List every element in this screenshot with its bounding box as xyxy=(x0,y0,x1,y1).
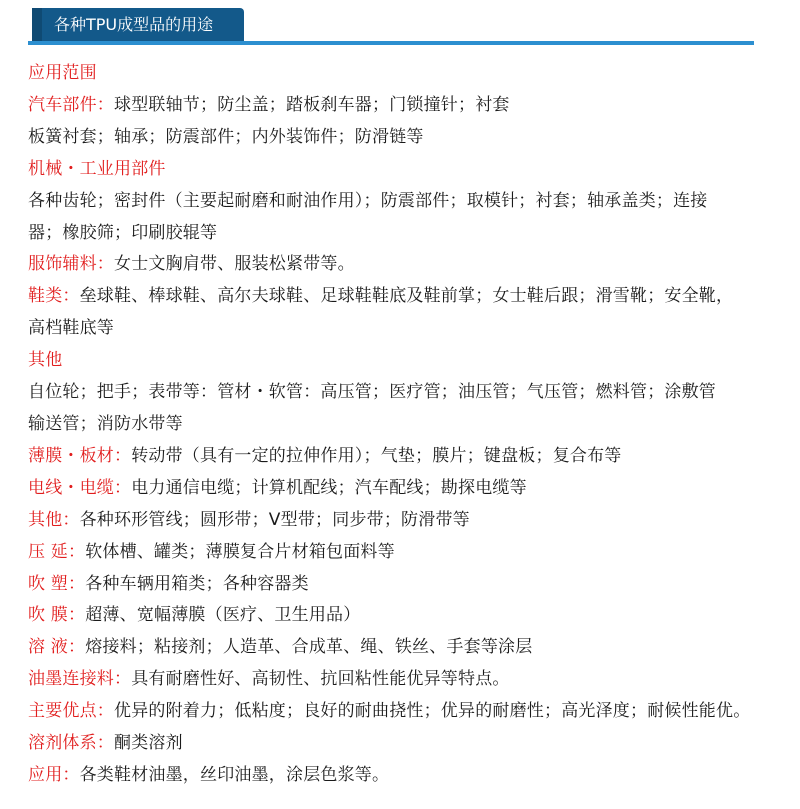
line-text: 电力通信电缆；计算机配线；汽车配线；勘探电缆等 xyxy=(131,477,527,498)
line-text: 女士文胸肩带、服装松紧带等。 xyxy=(114,254,355,275)
line-label: 吹 塑： xyxy=(28,573,86,594)
list-line xyxy=(28,345,780,377)
list-line xyxy=(28,409,780,441)
line-label: 其他： xyxy=(28,509,80,530)
list-line xyxy=(28,760,780,792)
line-label: 应用： xyxy=(28,764,80,785)
list-line xyxy=(28,505,780,537)
list-line xyxy=(28,218,780,250)
list-line xyxy=(28,600,780,632)
list-line xyxy=(28,313,780,345)
list-line xyxy=(28,186,780,218)
line-text: 垒球鞋、棒球鞋、高尔夫球鞋、足球鞋鞋底及鞋前掌；女士鞋后跟；滑雪靴；安全靴， xyxy=(79,286,734,307)
line-label: 汽车部件： xyxy=(28,94,114,115)
line-text: 自位轮；把手；表带等：管材・软管：高压管；医疗管；油压管；气压管；燃料管；涂敷管 xyxy=(28,382,716,403)
line-label: 油墨连接料： xyxy=(28,669,132,690)
list-line xyxy=(28,154,780,186)
line-label: 应用范围 xyxy=(28,63,97,83)
line-text: 器；橡胶筛；印刷胶辊等 xyxy=(28,222,218,243)
line-text: 酮类溶剂 xyxy=(114,733,183,754)
list-line xyxy=(28,281,780,313)
list-line xyxy=(28,537,780,569)
line-label: 主要优点： xyxy=(28,701,114,722)
line-label: 服饰辅料： xyxy=(28,254,114,275)
line-text: 各种车辆用箱类；各种容器类 xyxy=(85,573,309,594)
line-label: 机械・工业用部件 xyxy=(28,158,166,179)
line-text: 各种环形管线；圆形带；V型带；同步带；防滑带等 xyxy=(79,509,470,530)
line-text: 超薄、宽幅薄膜（医疗、卫生用品） xyxy=(85,605,361,626)
list-line xyxy=(28,664,780,696)
line-text: 输送管；消防水带等 xyxy=(28,413,183,434)
line-text: 转动带（具有一定的拉伸作用）；气垫；膜片；键盘板；复合布等 xyxy=(131,445,622,466)
line-label: 鞋类： xyxy=(28,286,80,307)
line-label: 其他 xyxy=(28,350,63,371)
line-text: 高档鞋底等 xyxy=(28,318,114,339)
line-text: 软体槽、罐类；薄膜复合片材箱包面料等 xyxy=(85,541,395,562)
line-label: 溶 液： xyxy=(28,637,86,658)
list-line xyxy=(28,441,780,473)
list-line xyxy=(28,122,780,154)
list-line xyxy=(28,728,780,760)
list-line xyxy=(28,249,780,281)
line-text: 板簧衬套；轴承；防震部件；内外装饰件；防滑链等 xyxy=(28,126,424,147)
page-title: 各种TPU成型品的用途 xyxy=(54,15,214,34)
line-label: 吹 膜： xyxy=(28,605,86,626)
line-label: 压 延： xyxy=(28,541,86,562)
list-line xyxy=(28,696,780,728)
line-text: 具有耐磨性好、高韧性、抗回粘性能优异等特点。 xyxy=(131,669,510,690)
line-text: 熔接料；粘接剂；人造革、合成革、绳、铁丝、手套等涂层 xyxy=(85,637,533,658)
line-text: 球型联轴节；防尘盖；踏板刹车器；门锁撞针；衬套 xyxy=(114,94,510,115)
line-label: 电线・电缆： xyxy=(28,477,132,498)
line-text: 优异的附着力；低粘度；良好的耐曲挠性；优异的耐磨性；高光泽度；耐候性能优。 xyxy=(114,701,751,722)
line-text: 各种齿轮；密封件（主要起耐磨和耐油作用）；防震部件；取模针；衬套；轴承盖类；连接 xyxy=(28,190,708,211)
line-text: 各类鞋材油墨，丝印油墨，涂层色浆等。 xyxy=(79,764,390,785)
list-line xyxy=(28,632,780,664)
list-line xyxy=(28,473,780,505)
list-line xyxy=(28,377,780,409)
line-label: 溶剂体系： xyxy=(28,733,114,754)
list-line xyxy=(28,569,780,601)
usage-list xyxy=(28,58,780,792)
section-header xyxy=(0,0,800,48)
list-line xyxy=(28,58,780,90)
line-label: 薄膜・板材： xyxy=(28,445,132,466)
header-divider xyxy=(28,41,754,45)
list-line xyxy=(28,90,780,122)
